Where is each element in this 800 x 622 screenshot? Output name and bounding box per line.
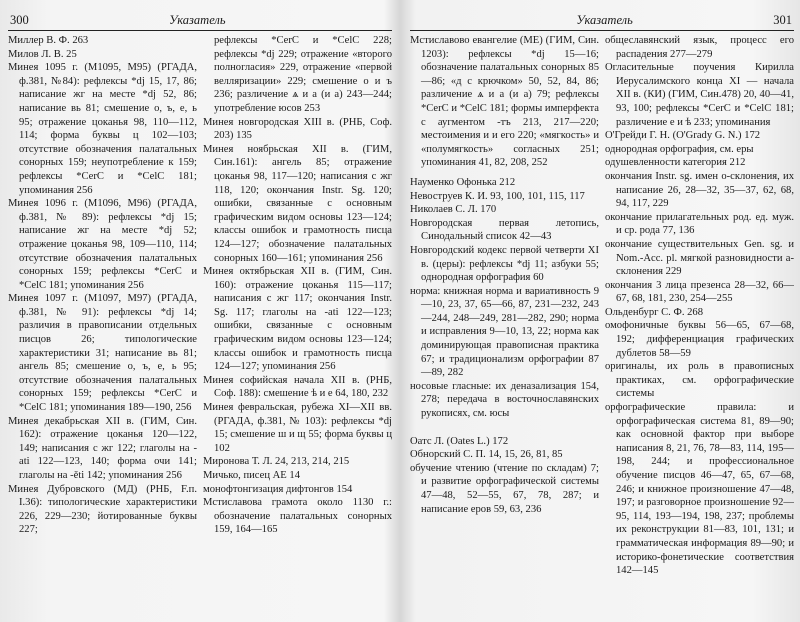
page-header	[410, 8, 794, 31]
running-title: Указатель	[576, 13, 633, 27]
index-entry: Мичько, писец АЕ 14	[203, 470, 301, 481]
index-entry: окончания 3 лица презенса 28—32, 66—67, 68, 181, 230, 254—255	[605, 279, 794, 305]
index-entry: Минея Дубровского (МД) (РНБ, F.п. I.36): типологические характеристики 226, 229—230; йотированные буквы 227;	[8, 483, 197, 536]
index-entry: Минея 1097 г. (М1097, М97) (РГАДА, ф.381, № 91): рефлексы *dj 14; различия в правописании отдельных писцов 26; типологические характеристики 31; написание вь 81; ангель 85; смешение о, ъ, е, ь 95; отсутствие обозначения палатальных сонорных 159; рефлексы *CerC и *CelC 181; упоминания 189—190, 256	[8, 293, 197, 414]
index-entry: Огласительные поучения Кирилла Иерусалимского конца XI — начала XII в. (КИ) (ГИМ, Син.478) 20, 40—41, 93, 100; рефлексы *CerC и *CelC 181; различение е и ѣ 233; упоминания	[605, 62, 794, 128]
page-number: 300	[10, 13, 29, 27]
index-column	[203, 34, 392, 537]
index-entry: окончание существительных Gen. sg. и Nom.-Acc. pl. мягкой разновидности а-склонения 229	[605, 238, 794, 278]
index-entry: окончания Instr. sg. имен о-склонения, их написание 26, 28—32, 35—37, 62, 68, 94, 117, 229	[605, 170, 794, 210]
page-number: 301	[773, 13, 792, 27]
index-entry: О'Грейди Г. Н. (O'Grady G. N.) 172	[605, 130, 761, 142]
index-columns	[8, 34, 392, 537]
index-entry: Минея ноябрьская XII в. (ГИМ, Син.161): ангель 85; отражение цоканья 98, 117—120; написания с жг 118, 120; окончания Instr. Sg. 120; ошибки, связанные с основным графическим видом основы 123—124; классы ошибок и грамотность писца 124—127; обозначение палатальных сонорных 160—161; упоминания 256	[203, 143, 392, 264]
index-entry: Минея октябрьская XII в. (ГИМ, Син. 160): отражение цоканья 115—117; написания с жг 117; окончания Instr. Sg. 117; глаголы на -ati 122—123; ошибки, связанные с основным графическим видом основы 123—124; классы ошибок и грамотность писца 124—127; упоминания 256	[203, 266, 392, 373]
index-column	[410, 34, 599, 578]
index-entry: одушевленности категория 212	[605, 157, 746, 169]
right-page	[410, 8, 794, 616]
index-entry: обучение чтению (чтение по складам) 7; и развитие орфографической системы 47—48, 52—55, 67, 78, 287; и написание еров 59, 63, 236	[410, 462, 599, 515]
index-entry: Обнорский С. П. 14, 15, 26, 81, 85	[410, 449, 563, 461]
index-column	[8, 34, 197, 537]
index-entry: носовые гласные: их деназализация 154, 278; передача в восточнославянских рукописях, см. юсы	[410, 380, 599, 420]
index-entry: оригиналы, их роль в правописных практиках, см. орфографические системы	[605, 361, 794, 400]
index-entry: Оатс Л. (Oates L.) 172	[410, 435, 509, 447]
index-entry: монофтонгизация дифтонгов 154	[203, 483, 353, 495]
index-entry: орфографические правила: и орфографическая система 81, 89—90; как основной фактор при выборе написания 8, 21, 76, 78—83, 114, 195—198, 244; и профессиональное обучение писцов 46—47, 65, 67—68, 246; и книжное произношение 47—48, 197; и разговорное произношение 92—95, 114, 193—194, 198, 237; проблемы их реконструкции 81—83, 101, 131; и грамматическая информация 89—90; и историко-фонетические соответствия 142—145	[605, 402, 794, 577]
index-entry: норма: книжная норма и вариативность 9—10, 23, 37, 65—66, 87, 231—232, 243—244, 248—249, 281—282, 290; норма и исправления 9—10, 13, 22; норма как доминирующая правописная практика 67; и традиционализм орфографии 87—89, 282	[410, 285, 599, 379]
index-entry: окончание прилагательных род. ед. муж. и ср. рода 77, 136	[605, 211, 794, 237]
index-entry: однородная орфография, см. еры	[605, 143, 754, 155]
index-entry: Николаев С. Л. 170	[410, 204, 497, 216]
index-entry: Мстиславова грамота около 1130 г.: обозначение палатальных сонорных 159, 164—165	[203, 497, 392, 536]
left-page	[8, 8, 392, 616]
index-entry: Минея новгородская XIII в. (РНБ, Соф. 203) 135	[203, 116, 392, 142]
index-entry: Невоструев К. И. 93, 100, 101, 115, 117	[410, 190, 585, 202]
index-entry: общеславянский язык, процесс его распадения 277—279	[605, 35, 794, 60]
index-entry: Науменко Офонька 212	[410, 176, 516, 188]
index-entry: Минея декабрьская XII в. (ГИМ, Син. 162): отражение цоканья 120—122, 149; написания с жг 122; глаголы на -ati 122—123, 140; форма очи 141; глаголы на -ěti 142; упоминания 256	[8, 415, 197, 481]
index-entry-continued: рефлексы *CerC и *CelC 228; рефлексы *dj 229; отражение «второго полногласия» 229, отражение «первой велляризации» 229; смешение о и ъ 236; различение ѧ и а (и а) 243—244; употребление юсов 253	[214, 35, 392, 114]
page-header	[8, 8, 392, 31]
index-entry: Миронова Т. Л. 24, 213, 214, 215	[203, 456, 350, 468]
index-entry: Минея софийская начала XII в. (РНБ, Соф. 188): смешение ѣ и е 64, 180, 232	[203, 374, 392, 400]
index-entry: омофоничные буквы 56—65, 67—68, 192; дифференциация графических дублетов 58—59	[605, 320, 794, 359]
index-entry: Минея февральская, рубежа XI—XII вв. (РГАДА, ф.381, № 103): рефлексы *dj 15; смешение ш и щ 55; форма буквы ц 102	[203, 402, 392, 454]
index-entry: Новгородский кодекс первой четверти XI в. (церы): рефлексы *dj 11; азбуки 55; однородная орфография 60	[410, 244, 599, 284]
index-entry: Минея 1096 г. (М1096, М96) (РГАДА, ф.381, № 89): рефлексы *dj 15; написание жг на месте *dj 52; отражение цоканья 98, 109—110, 114; отсутствие обозначения палатальных сонорных 159; рефлексы *CerC и *CelC 181; упоминания 256	[8, 198, 197, 291]
index-entry: Миллер В. Ф. 263	[8, 35, 89, 46]
index-entry: Мстиславово евангелие (МЕ) (ГИМ, Син. 1203): рефлексы *dj 15—16; обозначение палатальных сонорных 85—86; «д с крючком» 50, 52, 84, 86; различение ѧ и а (и а) 79; рефлексы *CerC и *CelC 181; формы имперфекта с аугментом -тъ 213, 217—220; местоимения и и его 220; «мягкость» и «полумягкость» согласных 251; упоминания 41, 82, 208, 252	[410, 35, 599, 169]
index-entry: Минея 1095 г. (М1095, М95) (РГАДА, ф.381, №84): рефлексы *dj 15, 17, 86; написание жг на месте *dj 52, 86; написание вь 81; смешение о, ъ, е, ь 95; отражение цоканья 98, 110—112, 114; форма буквы ц 102—103; отсутствие обозначения палатальных сонорных 159; неупотребление к 159; рефлексы *CerC и *CelC 181; упоминания 256	[8, 62, 197, 196]
index-column	[605, 34, 794, 578]
index-entry: Новгородская первая летопись, Синодальный список 42—43	[410, 217, 599, 243]
running-title: Указатель	[169, 13, 226, 27]
index-columns	[410, 34, 794, 578]
index-entry: Милов Л. В. 25	[8, 48, 77, 60]
index-entry: Ольденбург С. Ф. 268	[605, 306, 704, 318]
